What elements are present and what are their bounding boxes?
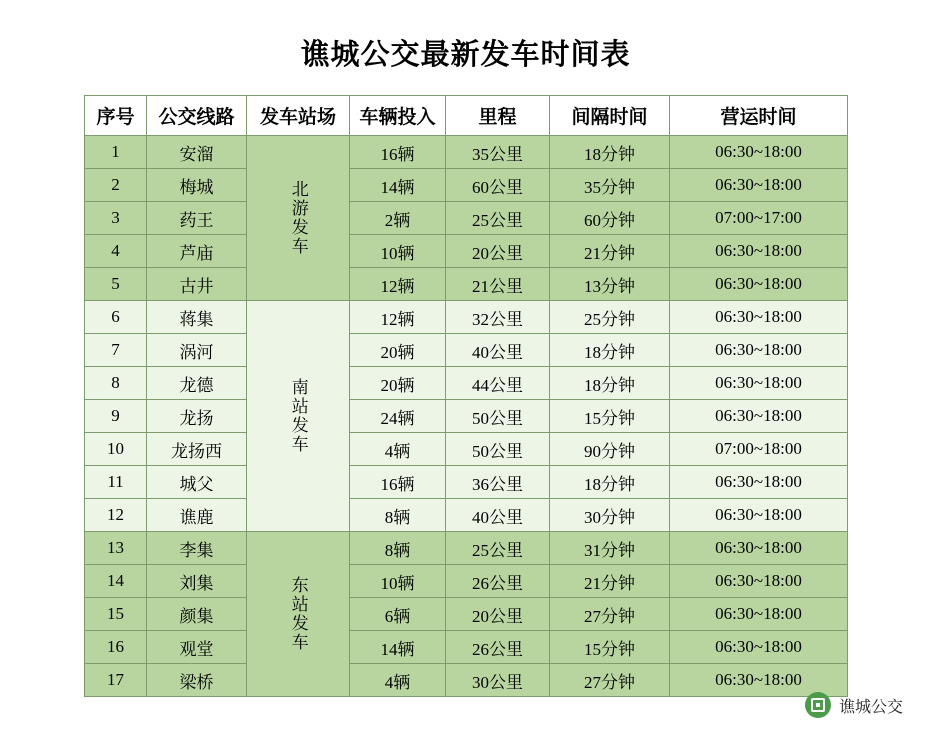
cell-distance: 30公里 — [446, 664, 550, 697]
cell-fleet: 12辆 — [350, 268, 446, 301]
cell-interval: 13分钟 — [550, 268, 670, 301]
cell-hours: 06:30~18:00 — [670, 367, 848, 400]
cell-interval: 18分钟 — [550, 136, 670, 169]
cell-route: 古井 — [147, 268, 247, 301]
cell-hours: 06:30~18:00 — [670, 400, 848, 433]
table-row — [85, 367, 848, 400]
cell-hours: 06:30~18:00 — [670, 268, 848, 301]
cell-interval: 90分钟 — [550, 433, 670, 466]
cell-interval: 18分钟 — [550, 334, 670, 367]
cell-station — [247, 136, 350, 301]
cell-hours: 06:30~18:00 — [670, 631, 848, 664]
cell-interval: 25分钟 — [550, 301, 670, 334]
cell-fleet: 4辆 — [350, 433, 446, 466]
column-header-station: 发车站场 — [247, 96, 350, 136]
cell-fleet: 16辆 — [350, 466, 446, 499]
cell-hours: 06:30~18:00 — [670, 532, 848, 565]
cell-distance: 40公里 — [446, 334, 550, 367]
cell-fleet: 20辆 — [350, 334, 446, 367]
column-header-hours: 营运时间 — [670, 96, 848, 136]
cell-no: 8 — [85, 367, 147, 400]
cell-distance: 60公里 — [446, 169, 550, 202]
cell-no: 10 — [85, 433, 147, 466]
cell-no: 14 — [85, 565, 147, 598]
cell-no: 1 — [85, 136, 147, 169]
cell-no: 4 — [85, 235, 147, 268]
cell-hours: 06:30~18:00 — [670, 169, 848, 202]
table-row — [85, 631, 848, 664]
cell-fleet: 20辆 — [350, 367, 446, 400]
column-header-fleet: 车辆投入 — [350, 96, 446, 136]
account-badge-label: 谯城公交 — [838, 698, 903, 716]
cell-hours: 07:00~17:00 — [670, 202, 848, 235]
cell-distance: 44公里 — [446, 367, 550, 400]
cell-hours: 07:00~18:00 — [670, 433, 848, 466]
cell-hours: 06:30~18:00 — [670, 334, 848, 367]
cell-station — [247, 532, 350, 697]
cell-distance: 35公里 — [446, 136, 550, 169]
cell-interval: 31分钟 — [550, 532, 670, 565]
cell-distance: 20公里 — [446, 598, 550, 631]
cell-fleet: 2辆 — [350, 202, 446, 235]
station-label: 北游发车 — [288, 180, 308, 256]
cell-route: 梁桥 — [147, 664, 247, 697]
cell-fleet: 4辆 — [350, 664, 446, 697]
column-header-distance: 里程 — [446, 96, 550, 136]
cell-no: 16 — [85, 631, 147, 664]
cell-no: 15 — [85, 598, 147, 631]
station-label: 南站发车 — [288, 378, 308, 454]
table-row — [85, 268, 848, 301]
cell-route: 蒋集 — [147, 301, 247, 334]
cell-interval: 27分钟 — [550, 664, 670, 697]
cell-route: 谯鹿 — [147, 499, 247, 532]
cell-station — [247, 301, 350, 532]
table-row — [85, 598, 848, 631]
table-row — [85, 466, 848, 499]
cell-interval: 35分钟 — [550, 169, 670, 202]
cell-distance: 26公里 — [446, 565, 550, 598]
cell-hours: 06:30~18:00 — [670, 598, 848, 631]
cell-route: 梅城 — [147, 169, 247, 202]
cell-distance: 40公里 — [446, 499, 550, 532]
cell-route: 城父 — [147, 466, 247, 499]
table-row — [85, 334, 848, 367]
cell-route: 颜集 — [147, 598, 247, 631]
table-row — [85, 301, 848, 334]
cell-interval: 15分钟 — [550, 400, 670, 433]
column-header-no: 序号 — [85, 96, 147, 136]
cell-fleet: 24辆 — [350, 400, 446, 433]
cell-distance: 26公里 — [446, 631, 550, 664]
cell-route: 安溜 — [147, 136, 247, 169]
column-header-interval: 间隔时间 — [550, 96, 670, 136]
cell-interval: 21分钟 — [550, 565, 670, 598]
schedule-table — [84, 95, 848, 697]
cell-interval: 18分钟 — [550, 367, 670, 400]
table-row — [85, 433, 848, 466]
cell-fleet: 10辆 — [350, 235, 446, 268]
cell-distance: 20公里 — [446, 235, 550, 268]
cell-no: 7 — [85, 334, 147, 367]
table-row — [85, 202, 848, 235]
cell-fleet: 16辆 — [350, 136, 446, 169]
table-row — [85, 499, 848, 532]
cell-hours: 06:30~18:00 — [670, 466, 848, 499]
cell-fleet: 12辆 — [350, 301, 446, 334]
table-row — [85, 235, 848, 268]
table-row — [85, 169, 848, 202]
table-row — [85, 565, 848, 598]
cell-route: 芦庙 — [147, 235, 247, 268]
cell-route: 龙扬西 — [147, 433, 247, 466]
cell-hours: 06:30~18:00 — [670, 235, 848, 268]
cell-route: 观堂 — [147, 631, 247, 664]
cell-route: 龙德 — [147, 367, 247, 400]
column-header-route: 公交线路 — [147, 96, 247, 136]
cell-distance: 25公里 — [446, 202, 550, 235]
cell-route: 涡河 — [147, 334, 247, 367]
qr-code-icon — [805, 692, 831, 718]
table-header-row — [85, 96, 848, 136]
station-label: 东站发车 — [288, 576, 308, 652]
cell-no: 2 — [85, 169, 147, 202]
cell-route: 李集 — [147, 532, 247, 565]
cell-distance: 50公里 — [446, 400, 550, 433]
table-row — [85, 400, 848, 433]
table-row — [85, 136, 848, 169]
cell-no: 17 — [85, 664, 147, 697]
cell-fleet: 14辆 — [350, 169, 446, 202]
cell-distance: 32公里 — [446, 301, 550, 334]
cell-no: 11 — [85, 466, 147, 499]
cell-interval: 18分钟 — [550, 466, 670, 499]
cell-route: 刘集 — [147, 565, 247, 598]
cell-route: 龙扬 — [147, 400, 247, 433]
cell-distance: 25公里 — [446, 532, 550, 565]
cell-fleet: 10辆 — [350, 565, 446, 598]
cell-no: 12 — [85, 499, 147, 532]
cell-interval: 60分钟 — [550, 202, 670, 235]
cell-no: 5 — [85, 268, 147, 301]
cell-fleet: 8辆 — [350, 499, 446, 532]
cell-no: 3 — [85, 202, 147, 235]
cell-hours: 06:30~18:00 — [670, 301, 848, 334]
cell-interval: 30分钟 — [550, 499, 670, 532]
cell-route: 药王 — [147, 202, 247, 235]
schedule-table-wrapper — [84, 95, 847, 697]
cell-fleet: 14辆 — [350, 631, 446, 664]
page-title: 谯城公交最新发车时间表 — [300, 39, 631, 71]
cell-hours: 06:30~18:00 — [670, 664, 848, 697]
cell-interval: 21分钟 — [550, 235, 670, 268]
cell-distance: 21公里 — [446, 268, 550, 301]
cell-no: 9 — [85, 400, 147, 433]
account-badge — [805, 692, 903, 718]
table-row — [85, 664, 848, 697]
cell-no: 6 — [85, 301, 147, 334]
cell-distance: 36公里 — [446, 466, 550, 499]
cell-distance: 50公里 — [446, 433, 550, 466]
cell-hours: 06:30~18:00 — [670, 565, 848, 598]
cell-interval: 27分钟 — [550, 598, 670, 631]
cell-no: 13 — [85, 532, 147, 565]
cell-fleet: 6辆 — [350, 598, 446, 631]
cell-hours: 06:30~18:00 — [670, 499, 848, 532]
cell-interval: 15分钟 — [550, 631, 670, 664]
cell-hours: 06:30~18:00 — [670, 136, 848, 169]
table-row — [85, 532, 848, 565]
cell-fleet: 8辆 — [350, 532, 446, 565]
